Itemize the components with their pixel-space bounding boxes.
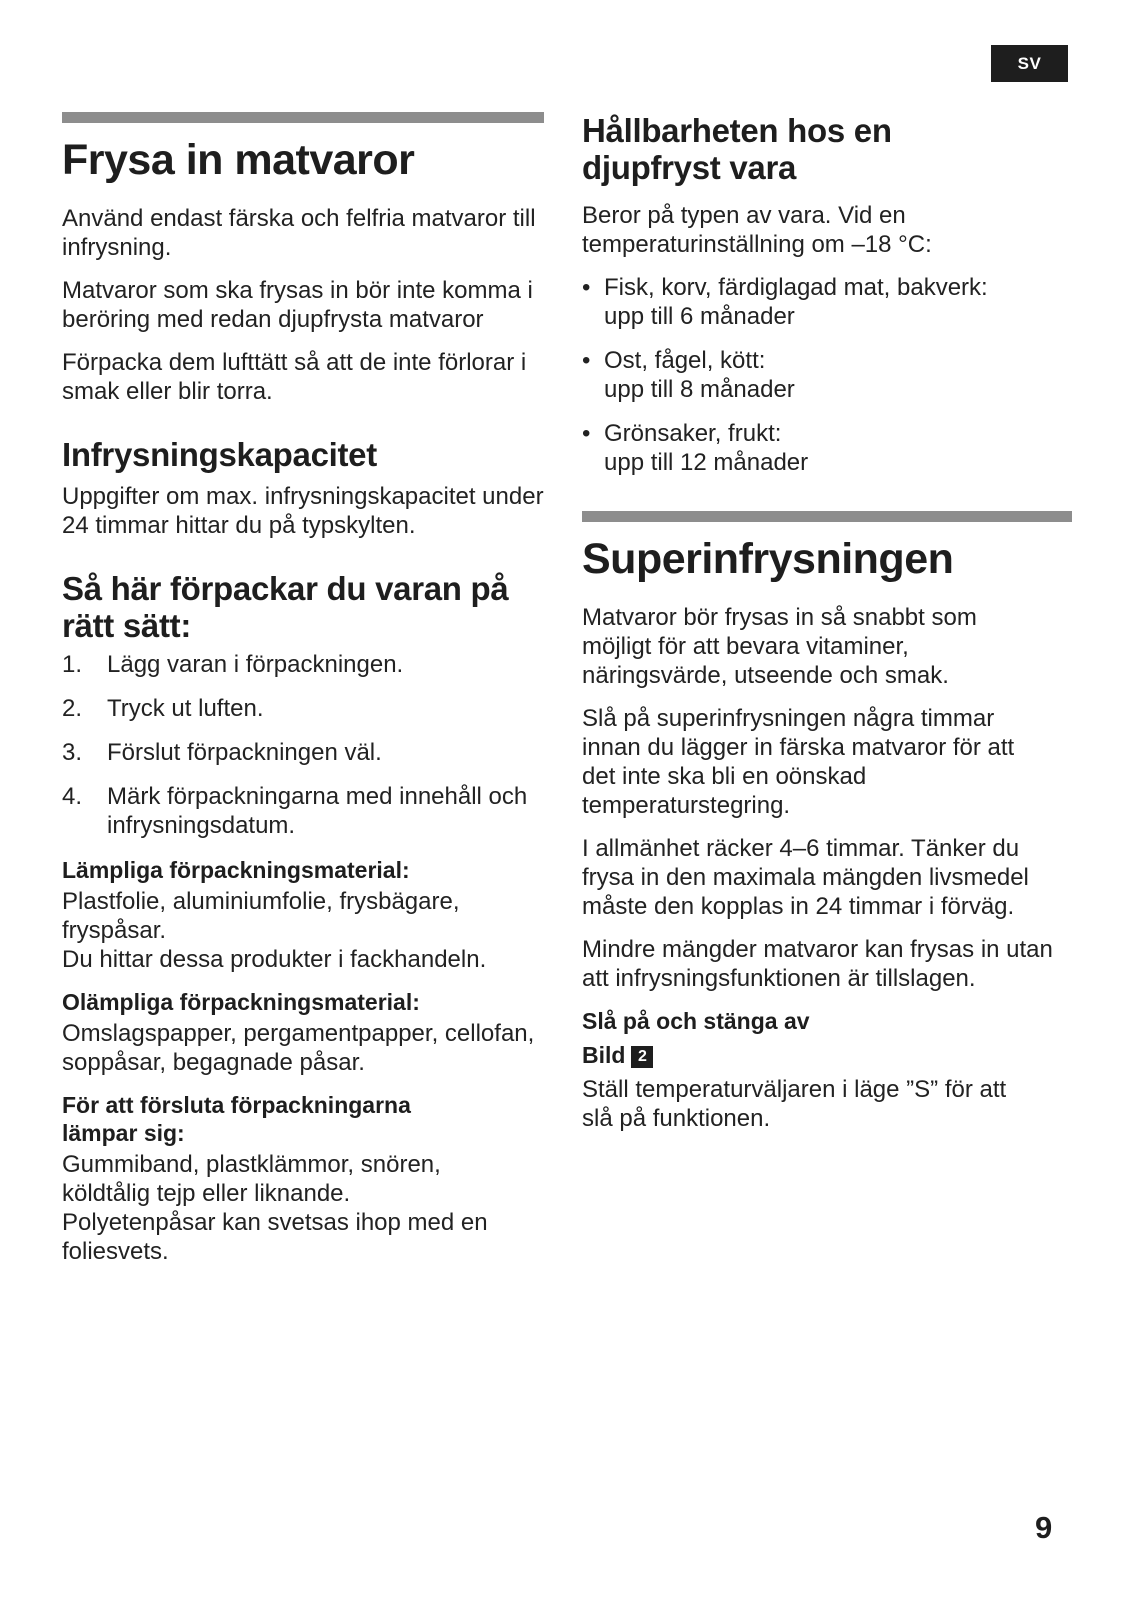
list-item bbox=[62, 650, 544, 679]
list-item bbox=[582, 273, 1072, 331]
item-duration: upp till 8 månader bbox=[604, 375, 795, 403]
super-paragraph: I allmänhet räcker 4–6 timmar. Tänker du frysa in den maximala mängden livsmedel måste den kopplas in 24 timmar i förväg. bbox=[582, 834, 1029, 920]
section-title-super-freezing: Superinfrysningen bbox=[582, 534, 954, 583]
super-paragraph: Slå på superinfrysningen några timmar innan du lägger in färska matvaror för att det inte ska bli en oönskad temperaturstegring. bbox=[582, 704, 1015, 819]
list-item bbox=[582, 419, 1072, 477]
step-text: Tryck ut luften. bbox=[107, 695, 264, 723]
bullet-mark: • bbox=[582, 273, 591, 301]
packing-steps bbox=[62, 650, 544, 840]
bullet-mark: • bbox=[582, 346, 591, 374]
heading-packing: Så här förpackar du varan på rätt sätt: bbox=[62, 569, 509, 644]
step-number: 4. bbox=[62, 783, 83, 811]
subheading-sealing: För att försluta förpackningarna lämpar sig: bbox=[62, 1092, 411, 1147]
step-number: 1. bbox=[62, 651, 83, 679]
subheading-unsuitable: Olämpliga förpackningsmaterial: bbox=[62, 989, 420, 1016]
right-column bbox=[582, 112, 1072, 1147]
shelf-life-intro: Beror på typen av vara. Vid en temperaturinställning om –18 °C: bbox=[582, 201, 932, 258]
item-category: Grönsaker, frukt: bbox=[604, 419, 782, 447]
subheading-switch: Slå på och stänga av bbox=[582, 1007, 810, 1034]
step-text: Förslut förpackningen väl. bbox=[107, 739, 382, 767]
section-rule bbox=[582, 511, 1072, 522]
intro-paragraph: Matvaror som ska frysas in bör inte komma i beröring med redan djupfrysta matvaror bbox=[62, 277, 533, 334]
shelf-life-list bbox=[582, 273, 1072, 477]
super-paragraph: Mindre mängder matvaror kan frysas in utan att infrysningsfunktionen är tillslagen. bbox=[582, 935, 1053, 992]
heading-shelf-life: Hållbarheten hos en djupfryst vara bbox=[582, 112, 892, 187]
step-number: 3. bbox=[62, 739, 83, 767]
step-text: Lägg varan i förpackningen. bbox=[107, 651, 404, 679]
item-category: Ost, fågel, kött: bbox=[604, 346, 766, 374]
item-duration: upp till 12 månader bbox=[604, 448, 809, 476]
step-text: Märk förpackningarna med innehåll och infrysningsdatum. bbox=[107, 783, 528, 840]
intro-paragraph: Använd endast färska och felfria matvaror till infrysning. bbox=[62, 205, 536, 262]
list-item bbox=[582, 346, 1072, 404]
sealing-note: Polyetenpåsar kan svetsas ihop med en foliesvets. bbox=[62, 1209, 488, 1266]
bullet-mark: • bbox=[582, 419, 591, 447]
subheading-suitable: Lämpliga förpackningsmaterial: bbox=[62, 857, 410, 884]
list-item bbox=[62, 694, 544, 723]
unsuitable-text: Omslagspapper, pergamentpapper, cellofan, soppåsar, begagnade påsar. bbox=[62, 1020, 535, 1077]
left-column bbox=[62, 112, 544, 1280]
section-title-freezing: Frysa in matvaror bbox=[62, 136, 415, 184]
section-rule bbox=[62, 112, 544, 123]
intro-paragraph: Förpacka dem lufttätt så att de inte förlorar i smak eller blir torra. bbox=[62, 349, 527, 406]
suitable-note: Du hittar dessa produkter i fackhandeln. bbox=[62, 946, 487, 974]
item-duration: upp till 6 månader bbox=[604, 302, 795, 330]
heading-capacity: Infrysningskapacitet bbox=[62, 436, 377, 474]
list-item bbox=[62, 782, 544, 840]
capacity-text: Uppgifter om max. infrysningskapacitet under 24 timmar hittar du på typskylten. bbox=[62, 482, 544, 539]
figure-label: Bild bbox=[582, 1041, 626, 1068]
suitable-text: Plastfolie, aluminiumfolie, frysbägare, fryspåsar. bbox=[62, 888, 460, 945]
language-badge: SV bbox=[991, 45, 1068, 82]
item-category: Fisk, korv, färdiglagad mat, bakverk: bbox=[604, 273, 988, 301]
figure-number-badge: 2 bbox=[631, 1046, 653, 1068]
list-item bbox=[62, 738, 544, 767]
figure-reference bbox=[582, 1041, 1072, 1069]
sealing-text: Gummiband, plastklämmor, snören, köldtålig tejp eller liknande. bbox=[62, 1151, 441, 1208]
switch-text: Ställ temperaturväljaren i läge ”S” för att slå på funktionen. bbox=[582, 1075, 1007, 1132]
page-number: 9 bbox=[1035, 1510, 1053, 1545]
step-number: 2. bbox=[62, 695, 83, 723]
super-paragraph: Matvaror bör frysas in så snabbt som möjligt för att bevara vitaminer, näringsvärde, utseende och smak. bbox=[582, 603, 977, 689]
